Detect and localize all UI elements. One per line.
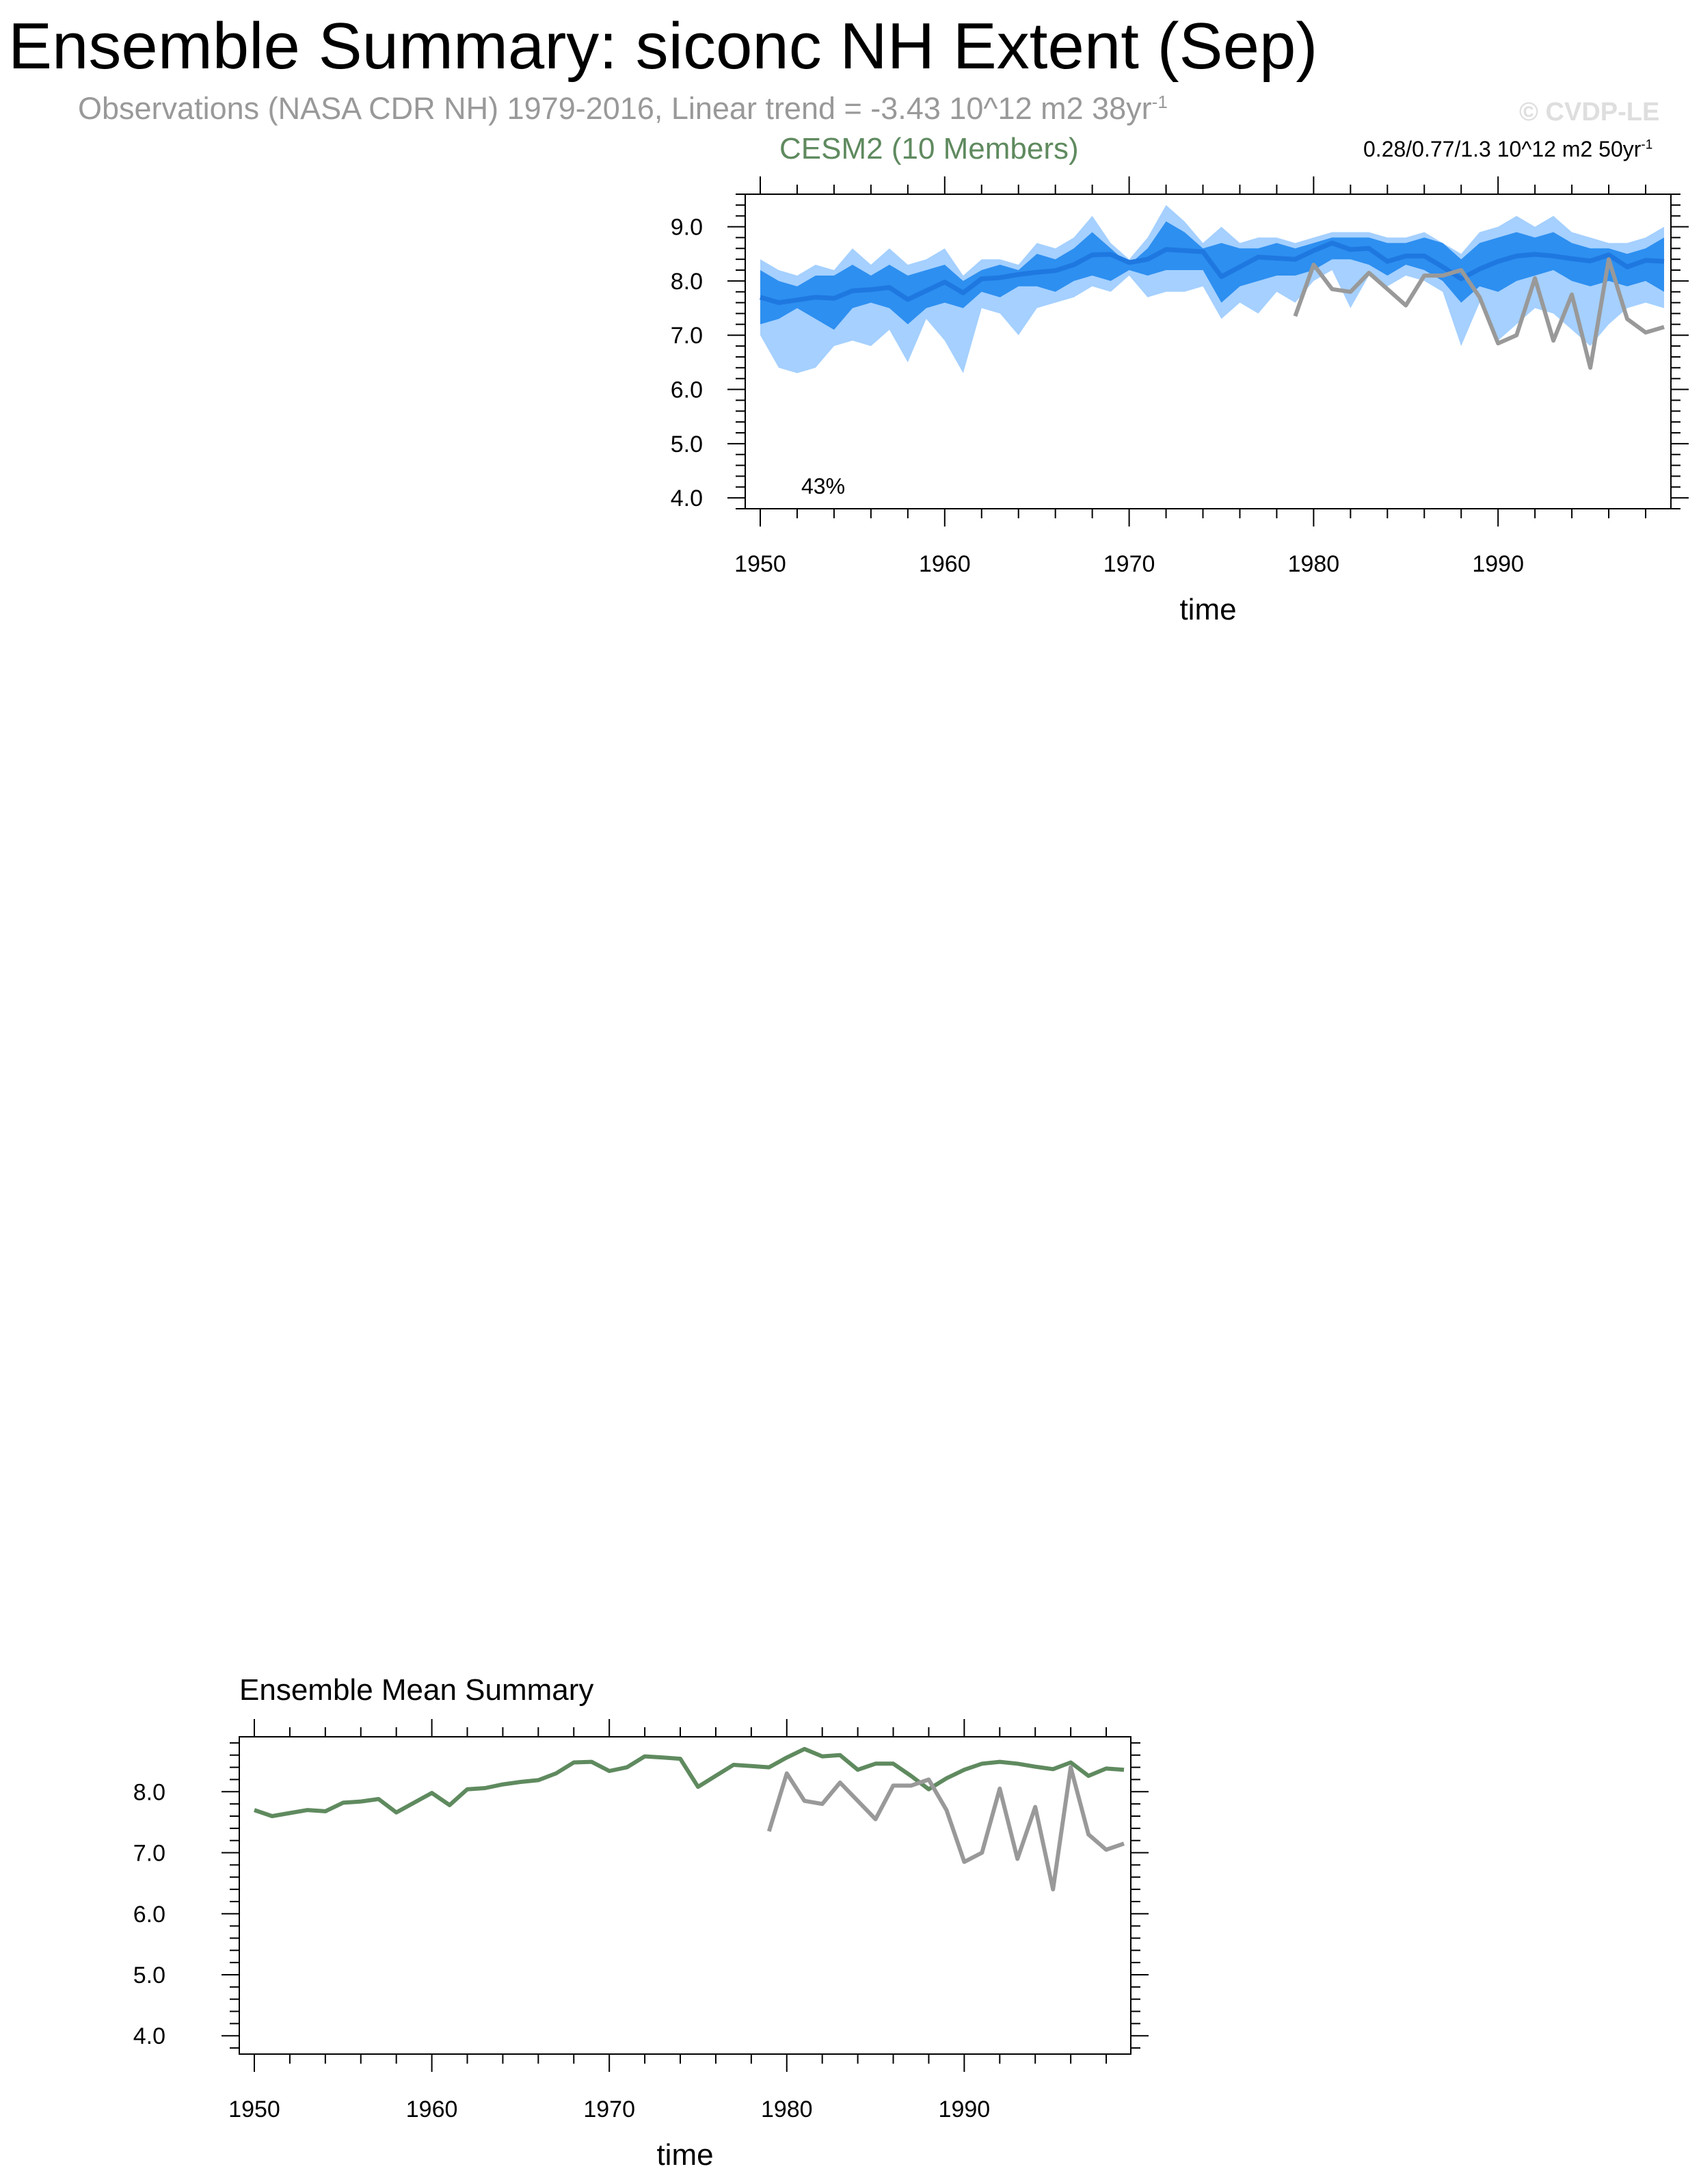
x-tick-label: 1980 [1287,551,1340,577]
panel1-trend-text: 0.28/0.77/1.3 10^12 m2 50yr [1363,137,1642,161]
panel1-trend-superscript: -1 [1641,137,1653,152]
y-tick-label: 5.0 [133,1962,165,1988]
x-tick-label: 1960 [918,551,971,577]
percent-annotation: 43% [801,474,846,498]
watermark: © CVDP-LE [1519,98,1660,126]
y-tick-label: 4.0 [133,2023,165,2050]
y-tick-label: 7.0 [670,323,703,349]
x-tick-label: 1960 [405,2096,458,2122]
x-tick-label: 1990 [1472,551,1525,577]
subtitle-text: Observations (NASA CDR NH) 1979-2016, Linear trend = -3.43 10^12 m2 38yr [78,91,1152,126]
x-tick-label: 1970 [583,2096,636,2122]
chart-panel-2 [133,1719,1149,2172]
x-tick-label: 1980 [760,2096,813,2122]
subtitle-superscript: -1 [1151,92,1168,112]
x-tick-label: 1990 [938,2096,991,2122]
x-axis-label: time [656,2138,714,2172]
x-tick-label: 1950 [228,2096,280,2122]
y-tick-label: 6.0 [133,1901,165,1928]
y-tick-label: 7.0 [133,1840,165,1867]
y-tick-label: 9.0 [670,214,703,241]
page-title: Ensemble Summary: siconc NH Extent (Sep) [8,10,1318,83]
panel2-title: Ensemble Mean Summary [239,1673,594,1707]
y-tick-label: 4.0 [670,485,703,512]
y-tick-label: 8.0 [133,1779,165,1806]
x-axis-label: time [1179,593,1237,626]
x-tick-label: 1970 [1103,551,1155,577]
y-tick-label: 5.0 [670,431,703,457]
observations-line [769,1768,1124,1890]
chart-panel-1 [671,176,1689,626]
x-tick-label: 1950 [734,551,786,577]
y-tick-label: 6.0 [670,377,703,403]
y-tick-label: 8.0 [670,268,703,295]
plot-frame [239,1737,1131,2054]
panel1-title: CESM2 (10 Members) [779,132,1079,165]
